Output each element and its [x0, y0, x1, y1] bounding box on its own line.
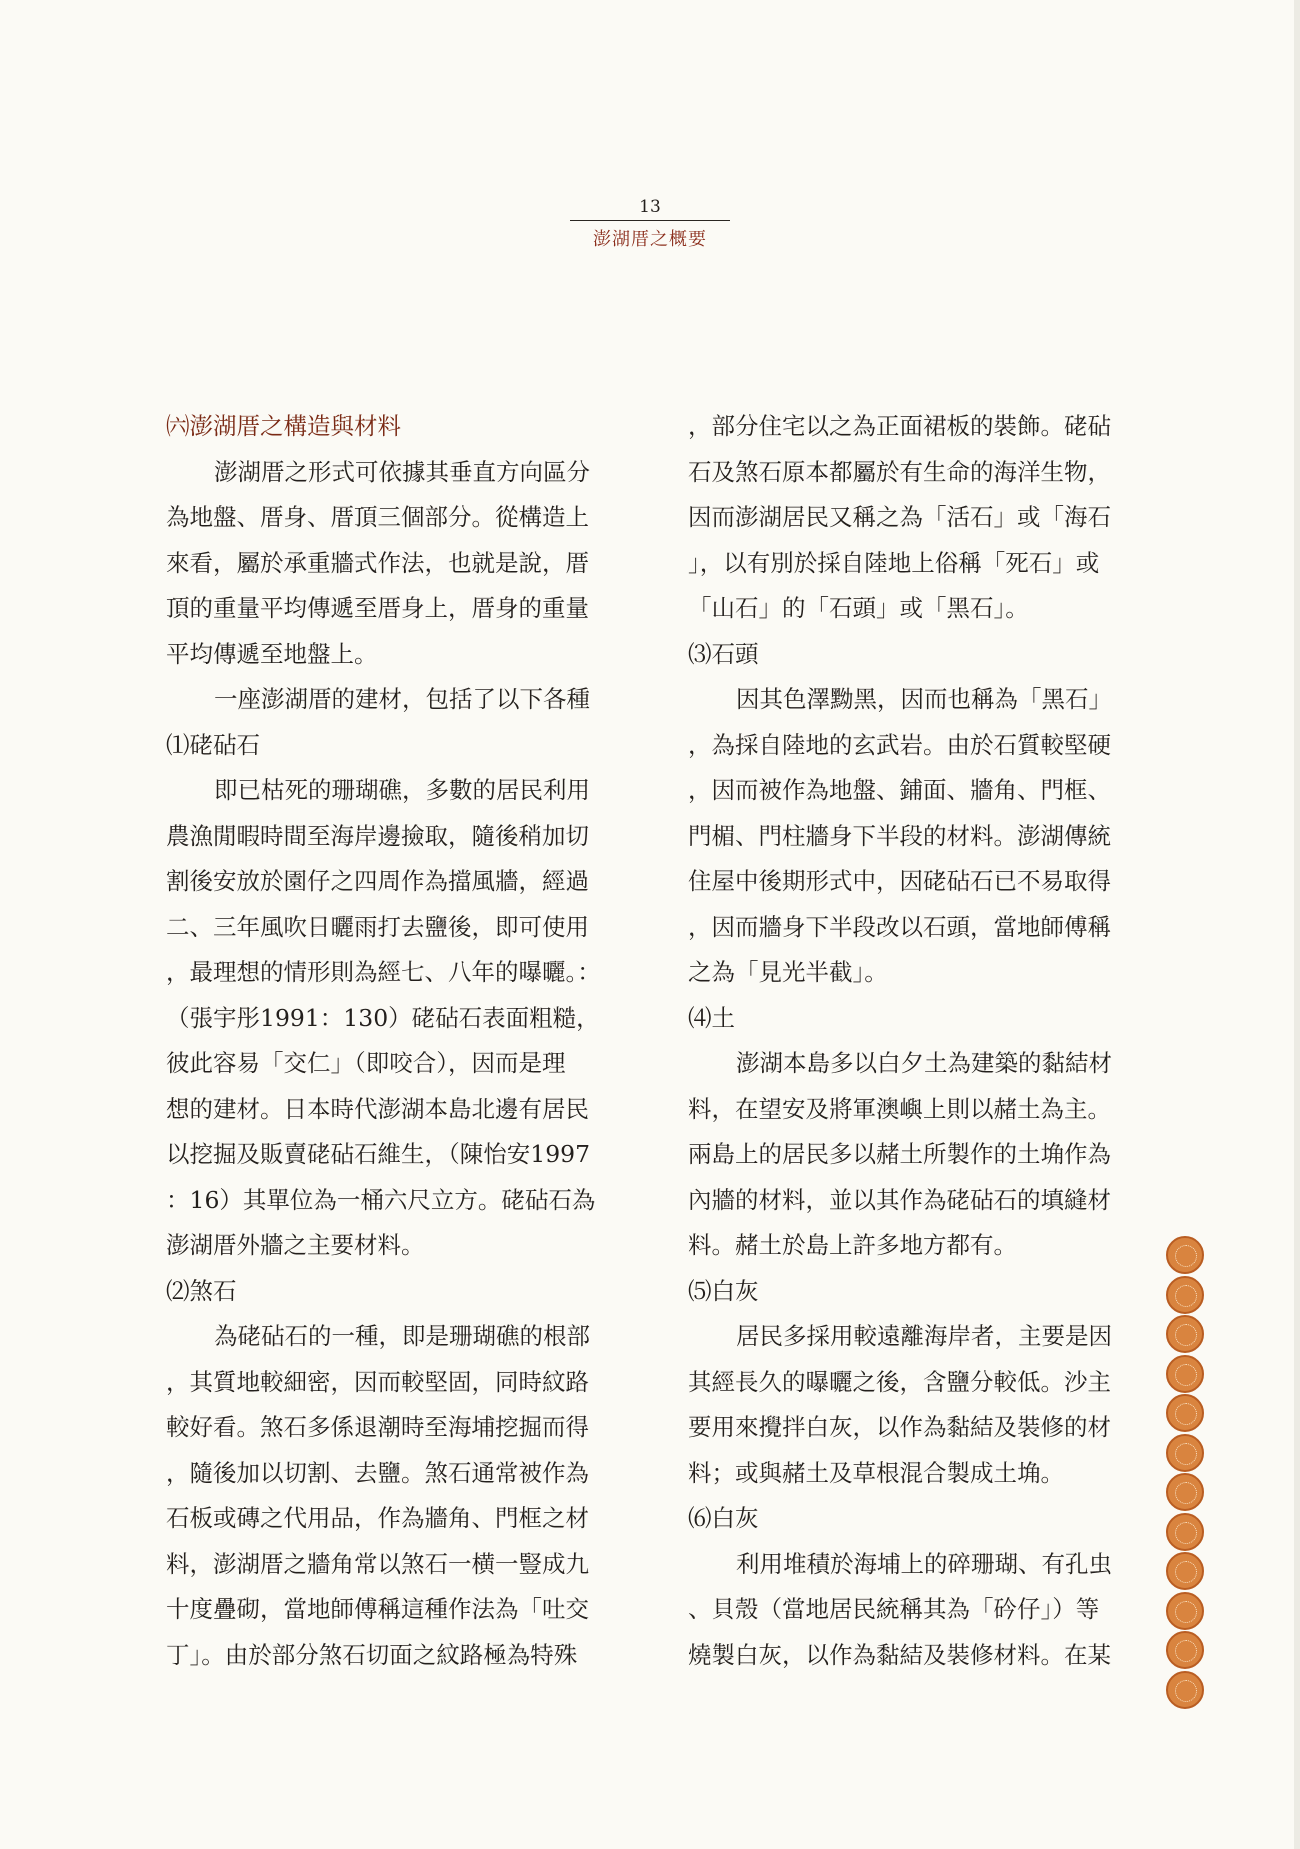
- text-line: 之為「見光半截」。: [688, 958, 888, 986]
- text-line: 澎湖本島多以白夕土為建築的黏結材: [736, 1049, 1112, 1077]
- running-title: 澎湖厝之概要: [593, 229, 707, 250]
- text-line: 頂的重量平均傳遞至厝身上，厝身的重量: [166, 594, 589, 622]
- seal-icon: [1166, 1355, 1204, 1393]
- text-line: 」，以有別於採自陸地上俗稱「死石」或: [688, 548, 1100, 577]
- seal-icon: [1166, 1631, 1204, 1669]
- text-line: 二、三年風吹日曬雨打去鹽後，即可使用: [166, 912, 589, 941]
- text-line: 彼此容易「交仁」（即咬合），因而是理: [166, 1049, 566, 1077]
- text-line: ，其質地較細密，因而較堅固，同時紋路: [166, 1367, 589, 1396]
- seal-icon: [1166, 1671, 1204, 1709]
- text-line: 因而澎湖居民又稱之為「活石」或「海石: [688, 503, 1111, 531]
- text-line: 利用堆積於海埔上的碎珊瑚、有孔虫: [736, 1549, 1112, 1578]
- text-line: 其經長久的曝曬之後，含鹽分較低。沙主: [688, 1367, 1111, 1396]
- text-line: ⑷土: [688, 1003, 735, 1032]
- seal-icon: [1166, 1552, 1204, 1590]
- text-line: （張宇彤1991：130）硓砧石表面粗糙，: [166, 1003, 600, 1032]
- text-line: 內牆的材料，並以其作為硓砧石的填縫材: [688, 1185, 1111, 1214]
- right-text-column: [688, 404, 1128, 1678]
- text-line: 石板或磚之代用品，作為牆角、門框之材: [166, 1504, 589, 1532]
- text-line: ，部分住宅以之為正面裙板的裝飾。硓砧: [688, 412, 1111, 440]
- text-line: ：16）其單位為一桶六尺立方。硓砧石為: [166, 1185, 596, 1214]
- left-text-column: [166, 404, 606, 1678]
- text-line: 為硓砧石的一種，即是珊瑚礁的根部: [214, 1322, 590, 1350]
- text-line: 為地盤、厝身、厝頂三個部分。從構造上: [166, 503, 589, 531]
- seal-icon: [1166, 1592, 1204, 1630]
- text-line: 料，在望安及將軍澳嶼上則以赭土為主。: [688, 1094, 1111, 1123]
- text-line: 門楣、門柱牆身下半段的材料。澎湖傳統: [688, 821, 1111, 850]
- text-line: 料。赭土於島上許多地方都有。: [688, 1231, 1017, 1259]
- text-line: 石及煞石原本都屬於有生命的海洋生物，: [688, 457, 1111, 486]
- seal-icon: [1166, 1394, 1204, 1432]
- page-edge: [1294, 0, 1300, 1849]
- text-line: ⑶石頭: [688, 639, 759, 668]
- seal-icon: [1166, 1434, 1204, 1472]
- text-line: 兩島上的居民多以赭土所製作的土埆作為: [688, 1140, 1111, 1168]
- text-line: ⑹白灰: [688, 1504, 759, 1532]
- seal-icon: [1166, 1315, 1204, 1353]
- text-line: 農漁閒暇時間至海岸邊撿取，隨後稍加切: [166, 821, 589, 850]
- seal-icon: [1166, 1236, 1204, 1274]
- text-line: ，最理想的情形則為經七、八年的曝曬。：: [166, 958, 601, 986]
- seal-icon: [1166, 1276, 1204, 1314]
- text-line: 以挖掘及販賣硓砧石維生，（陳怡安1997: [166, 1140, 591, 1168]
- header-rule: [570, 220, 730, 221]
- text-line: 澎湖厝之形式可依據其垂直方向區分: [214, 457, 590, 486]
- text-line: ⑴硓砧石: [166, 730, 260, 759]
- text-line: ，隨後加以切割、去鹽。煞石通常被作為: [166, 1458, 589, 1487]
- seal-icon: [1166, 1513, 1204, 1551]
- text-line: 澎湖厝外牆之主要材料。: [166, 1231, 425, 1259]
- section-heading: ㈥澎湖厝之構造與材料: [166, 412, 401, 440]
- text-line: 十度疊砌，當地師傅稱這種作法為「吐交: [166, 1595, 589, 1623]
- text-line: ，為採自陸地的玄武岩。由於石質較堅硬: [688, 730, 1111, 759]
- seal-icon: [1166, 1473, 1204, 1511]
- text-line: 來看，屬於承重牆式作法，也就是說，厝: [166, 548, 589, 577]
- text-line: 、貝殼（當地居民統稱其為「砛仔」）等: [688, 1595, 1100, 1623]
- text-line: 住屋中後期形式中，因硓砧石已不易取得: [688, 867, 1111, 895]
- text-line: 平均傳遞至地盤上。: [166, 639, 378, 668]
- text-line: 一座澎湖厝的建材，包括了以下各種: [214, 685, 590, 713]
- text-line: 料，澎湖厝之牆角常以煞石一横一豎成九: [166, 1549, 589, 1578]
- text-line: 較好看。煞石多係退潮時至海埔挖掘而得: [166, 1413, 589, 1441]
- text-line: 「山石」的「石頭」或「黑石」。: [688, 594, 1029, 622]
- text-line: 居民多採用較遠離海岸者，主要是因: [736, 1322, 1112, 1350]
- text-line: 要用來攪拌白灰，以作為黏結及裝修的材: [688, 1413, 1111, 1441]
- text-line: ，因而牆身下半段改以石頭，當地師傅稱: [688, 912, 1111, 941]
- text-line: ⑵煞石: [166, 1276, 237, 1305]
- text-line: 料；或與赭土及草根混合製成土埆。: [688, 1458, 1064, 1487]
- decorative-seal-strip: [1166, 1236, 1212, 1710]
- text-line: ，因而被作為地盤、鋪面、牆角、門框、: [688, 776, 1111, 804]
- text-line: 想的建材。日本時代澎湖本島北邊有居民: [166, 1094, 589, 1123]
- text-line: 丁」。由於部分煞石切面之紋路極為特殊: [166, 1640, 578, 1669]
- text-line: 即已枯死的珊瑚礁，多數的居民利用: [214, 776, 590, 804]
- page-header: [570, 196, 730, 251]
- page-number: 13: [639, 197, 661, 217]
- text-line: 因其色澤黝黑，因而也稱為「黑石」: [736, 685, 1112, 713]
- text-line: 割後安放於園仔之四周作為擋風牆，經過: [166, 867, 589, 895]
- text-line: ⑸白灰: [688, 1276, 759, 1305]
- text-line: 燒製白灰，以作為黏結及裝修材料。在某: [688, 1640, 1111, 1669]
